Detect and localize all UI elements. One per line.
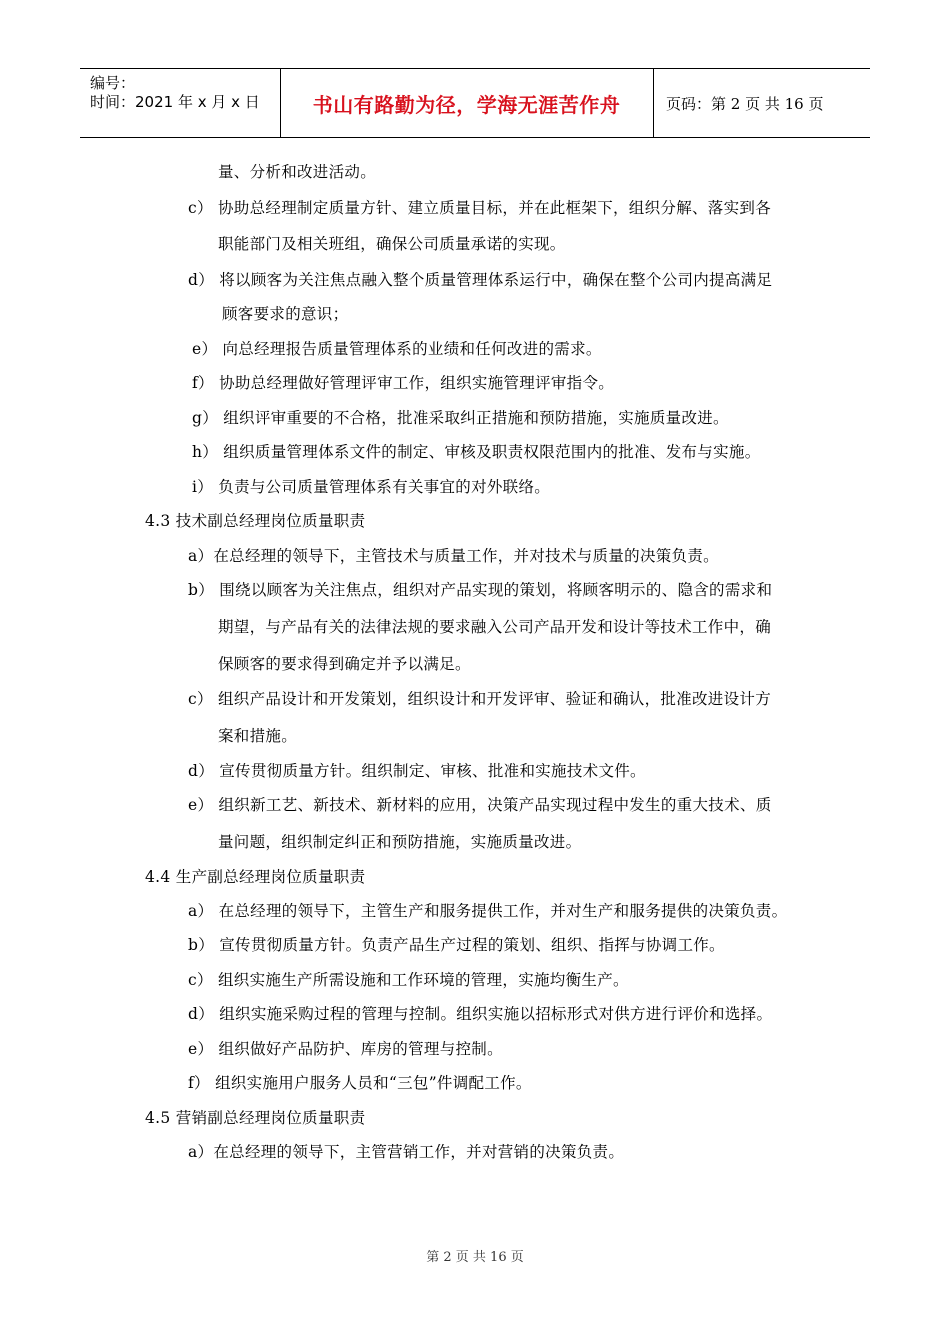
list-item-a: a） 在总经理的领导下，主管生产和服务提供工作，并对生产和服务提供的决策负责。	[188, 902, 788, 920]
list-item-e: e） 向总经理报告质量管理体系的业绩和任何改进的需求。	[192, 340, 602, 358]
list-item-f: f） 协助总经理做好管理评审工作，组织实施管理评审指令。	[192, 374, 615, 392]
page-footer: 第 2 页 共 16 页	[426, 1250, 524, 1265]
document-number-label: 编号：	[90, 74, 136, 92]
body-line: 顾客要求的意识；	[222, 305, 349, 323]
list-item-g: g） 组织评审重要的不合格，批准采取纠正措施和预防措施，实施质量改进。	[192, 409, 729, 427]
list-item-d: d） 组织实施采购过程的管理与控制。组织实施以招标形式对供方进行评价和选择。	[188, 1005, 773, 1023]
header-meta-cell	[80, 69, 281, 137]
section-heading-4-5: 4.5 营销副总经理岗位质量职责	[145, 1109, 366, 1127]
section-heading-4-4: 4.4 生产副总经理岗位质量职责	[145, 868, 366, 886]
section-heading-4-3: 4.3 技术副总经理岗位质量职责	[145, 512, 366, 530]
list-item-f: f） 组织实施用户服务人员和“三包”件调配工作。	[188, 1074, 532, 1092]
body-line: 期望，与产品有关的法律法规的要求融入公司产品开发和设计等技术工作中，确	[218, 618, 772, 636]
list-item-e: e） 组织新工艺、新技术、新材料的应用，决策产品实现过程中发生的重大技术、质	[188, 796, 772, 814]
list-item-c: c） 协助总经理制定质量方针、建立质量目标，并在此框架下，组织分解、落实到各	[188, 199, 772, 217]
body-line: 量问题，组织制定纠正和预防措施，实施质量改进。	[218, 833, 582, 851]
document-date-label: 时间：2021 年 x 月 x 日	[90, 93, 260, 111]
body-line: 保顾客的要求得到确定并予以满足。	[218, 655, 471, 673]
body-line: 案和措施。	[218, 727, 298, 745]
body-line: 职能部门及相关班组，确保公司质量承诺的实现。	[218, 235, 566, 253]
list-item-b: b） 宣传贯彻质量方针。负责产品生产过程的策划、组织、指挥与协调工作。	[188, 936, 725, 954]
header-page-info: 页码：第 2 页 共 16 页	[666, 94, 824, 113]
list-item-c: c） 组织实施生产所需设施和工作环境的管理，实施均衡生产。	[188, 971, 629, 989]
list-item-c: c） 组织产品设计和开发策划，组织设计和开发评审、验证和确认，批准改进设计方	[188, 690, 772, 708]
list-item-b: b） 围绕以顾客为关注焦点，组织对产品实现的策划，将顾客明示的、隐含的需求和	[188, 581, 773, 599]
list-item-a: a）在总经理的领导下，主管营销工作，并对营销的决策负责。	[188, 1143, 625, 1161]
header-page-cell	[654, 69, 870, 137]
body-line: 量、分析和改进活动。	[218, 163, 377, 181]
list-item-e: e） 组织做好产品防护、库房的管理与控制。	[188, 1040, 503, 1058]
list-item-i: i） 负责与公司质量管理体系有关事宜的对外联络。	[192, 478, 551, 496]
header-motto-cell	[280, 69, 654, 137]
list-item-h: h） 组织质量管理体系文件的制定、审核及职责权限范围内的批准、发布与实施。	[192, 443, 761, 461]
list-item-a: a）在总经理的领导下，主管技术与质量工作，并对技术与质量的决策负责。	[188, 547, 719, 565]
motto-text: 书山有路勤为径，学海无涯苦作舟	[312, 92, 621, 117]
list-item-d: d） 宣传贯彻质量方针。组织制定、审核、批准和实施技术文件。	[188, 762, 646, 780]
list-item-d: d） 将以顾客为关注焦点融入整个质量管理体系运行中，确保在整个公司内提高满足	[188, 271, 773, 289]
page-header	[80, 68, 870, 138]
